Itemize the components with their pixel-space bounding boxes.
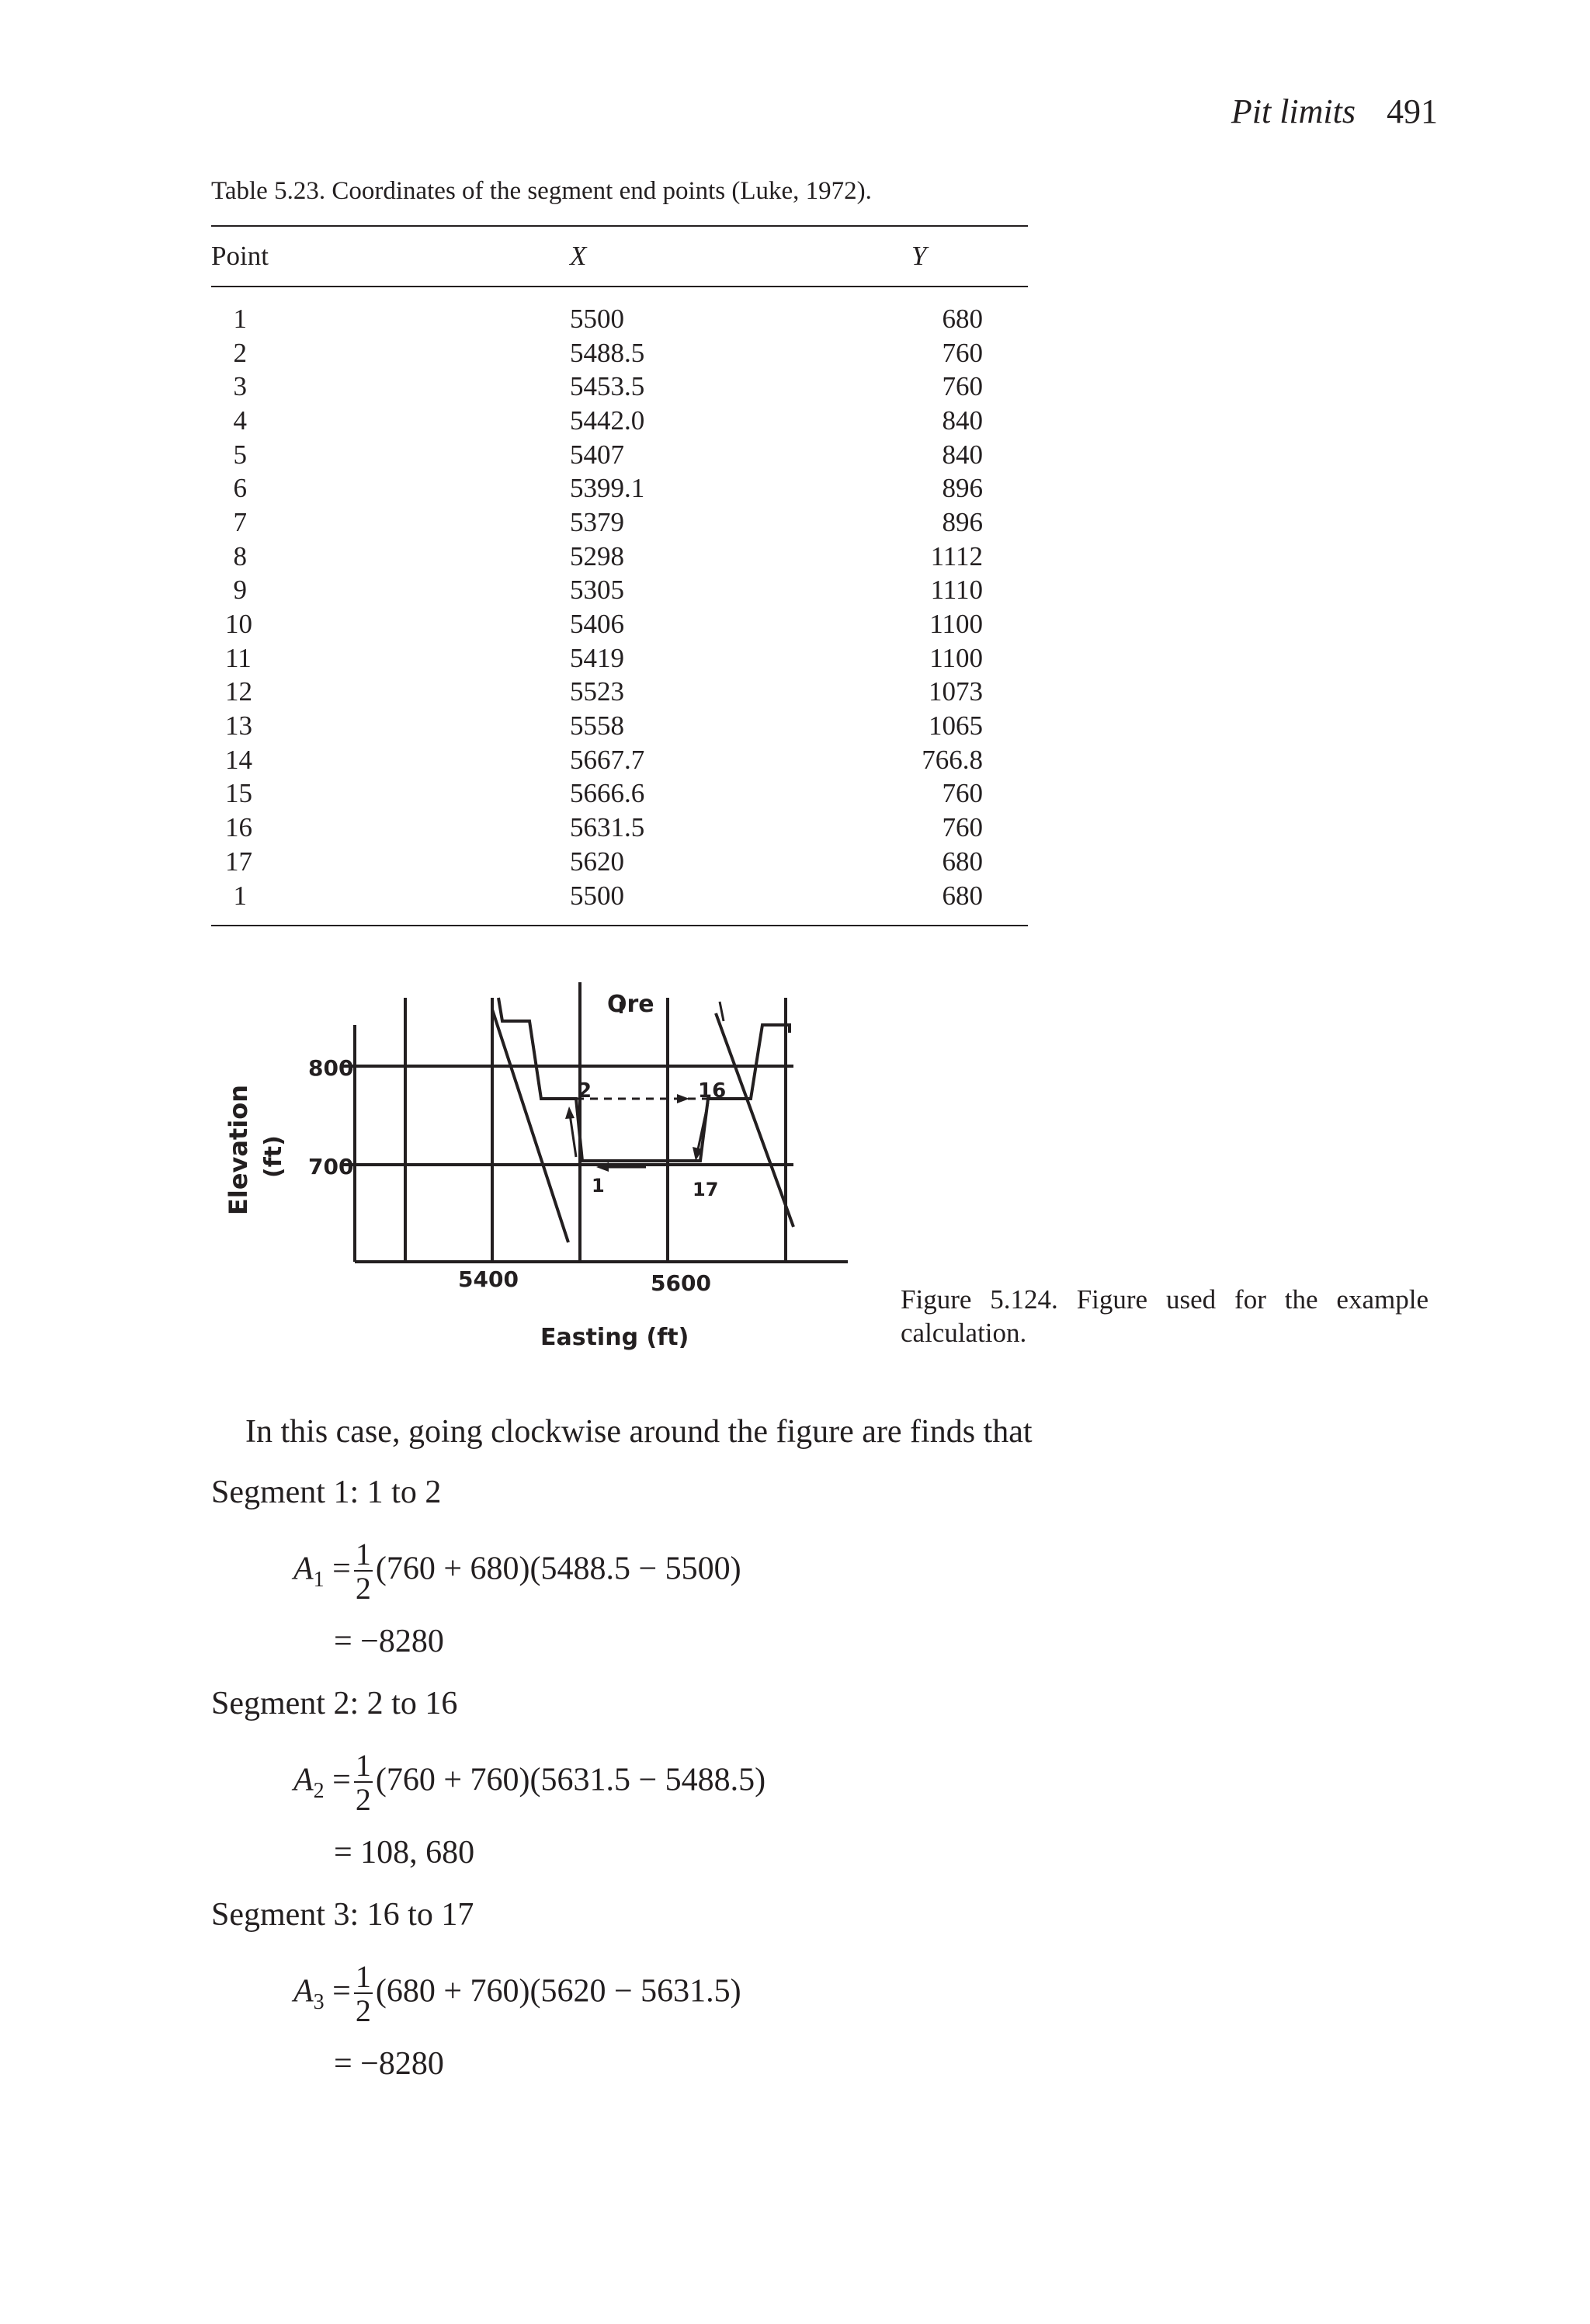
table-header-row	[211, 227, 1028, 286]
column-header-x: X	[570, 241, 587, 271]
y-value: 760	[942, 371, 983, 402]
arrow-2-16	[677, 1094, 689, 1103]
table-row	[211, 540, 1028, 574]
xtick-5400: 5400	[458, 1266, 519, 1292]
segment-3-equation: $A_3$ = $\frac{1}{2}$ (680 + 760)(5620 − 5631.5)	[293, 1959, 741, 2028]
equation-expression: (760 + 680)(5488.5 − 5500)	[375, 1551, 741, 1587]
lhs-symbol: A	[293, 1973, 314, 2010]
cell-point	[211, 575, 570, 606]
table-bottom-rule	[211, 925, 1028, 926]
table-row	[211, 438, 1028, 472]
cell-x: 5419	[570, 642, 624, 673]
table-row	[211, 641, 1028, 676]
table-body	[211, 287, 1028, 925]
cell-point	[211, 541, 570, 572]
lhs-symbol: A	[293, 1762, 314, 1798]
equation-expression: (680 + 760)(5620 − 5631.5)	[375, 1973, 741, 2010]
cell-x: 5631.5	[570, 812, 645, 843]
point-label-2: 2	[578, 1079, 592, 1103]
cell-x: 5305	[570, 575, 624, 606]
cell-y	[911, 439, 1028, 471]
y-value: 760	[942, 778, 983, 809]
segment-1-result: = −8280	[334, 1624, 444, 1659]
table-row	[211, 471, 1028, 505]
cell-x: 5406	[570, 609, 624, 640]
table-row	[211, 845, 1028, 879]
point-value: 15	[225, 778, 252, 809]
cell-point	[211, 846, 570, 877]
cell-y	[911, 710, 1028, 742]
xtick-5600: 5600	[651, 1270, 711, 1296]
x-axis-label: Easting (ft)	[540, 1324, 689, 1351]
point-value: 16	[225, 812, 252, 843]
cell-x: 5298	[570, 540, 624, 571]
lhs-subscript: 2	[313, 1779, 325, 1804]
point-value: 1	[233, 303, 247, 334]
fraction-denominator: 2	[355, 1782, 371, 1817]
cell-point	[211, 304, 570, 335]
cell-point	[211, 405, 570, 436]
pit-section-plot	[211, 967, 871, 1370]
page-header	[1231, 92, 1438, 131]
cell-point	[211, 338, 570, 369]
cell-y	[911, 846, 1028, 877]
y-value: 680	[942, 880, 983, 911]
pit-section-figure	[211, 967, 871, 1370]
point-value: 10	[225, 609, 252, 640]
segment-2-result: = 108, 680	[334, 1835, 475, 1871]
fraction	[354, 1961, 373, 2027]
point-value: 11	[225, 642, 252, 673]
cell-point	[211, 745, 570, 776]
cell-y	[911, 575, 1028, 606]
cell-y	[911, 609, 1028, 640]
intro-paragraph: In this case, going clockwise around the figure are finds that	[245, 1414, 1033, 1450]
column-header-y: Y	[911, 241, 927, 271]
cell-x: 5523	[570, 676, 624, 707]
cell-y	[911, 541, 1028, 572]
cell-x: 5442.0	[570, 405, 645, 436]
segment-1-equation: $A_1$ = $\frac{1}{2}$ (760 + 680)(5488.5 − 5500)	[293, 1537, 741, 1606]
cell-point	[211, 473, 570, 504]
running-title: Pit limits	[1231, 92, 1356, 130]
cell-x: 5666.6	[570, 778, 645, 809]
point-value: 2	[233, 337, 247, 368]
y-value: 760	[942, 337, 983, 368]
table-row	[211, 607, 1028, 641]
point-value: 9	[233, 575, 247, 606]
cell-x: 5500	[570, 880, 624, 911]
fraction-numerator: 1	[355, 1537, 371, 1572]
cell-point	[211, 812, 570, 843]
cell-point	[211, 643, 570, 674]
ytick-700: 700	[308, 1154, 354, 1179]
segment-1-title: Segment 1: 1 to 2	[211, 1475, 442, 1510]
cell-y	[911, 676, 1028, 707]
point-value: 8	[233, 540, 247, 571]
table-row	[211, 743, 1028, 777]
cell-y	[911, 812, 1028, 843]
point-value: 4	[233, 405, 247, 436]
segment-3-result: = −8280	[334, 2046, 444, 2082]
cell-y	[911, 405, 1028, 436]
cell-y	[911, 473, 1028, 504]
table-row	[211, 676, 1028, 710]
point-value: 17	[225, 846, 252, 877]
y-axis-label: Elevation	[224, 1084, 253, 1215]
cell-point	[211, 609, 570, 640]
diagonal-right	[716, 1013, 793, 1227]
cell-x: 5399.1	[570, 473, 645, 504]
cell-point	[211, 881, 570, 912]
cell-point	[211, 676, 570, 707]
cell-point	[211, 439, 570, 471]
y-value: 840	[942, 405, 983, 436]
cell-x: 5379	[570, 506, 624, 537]
y-value: 896	[942, 506, 983, 537]
fraction-numerator: 1	[355, 1748, 371, 1783]
y-axis-unit: (ft)	[260, 1135, 287, 1178]
y-value: 896	[942, 473, 983, 504]
point-value: 3	[233, 371, 247, 402]
cell-x: 5558	[570, 710, 624, 742]
cell-x: 5667.7	[570, 744, 645, 775]
point-value: 12	[225, 676, 252, 707]
cell-x: 5488.5	[570, 337, 645, 368]
coordinates-table	[211, 225, 1028, 926]
y-value: 1112	[930, 540, 983, 571]
cell-x: 5407	[570, 439, 624, 470]
cell-y	[911, 745, 1028, 776]
table-row	[211, 709, 1028, 743]
point-value: 1	[233, 880, 247, 911]
segment-1-2	[570, 1114, 576, 1157]
y-value: 1100	[929, 642, 983, 673]
y-value: 680	[942, 303, 983, 334]
fraction-denominator: 2	[355, 1993, 371, 2028]
page-number: 491	[1387, 92, 1438, 130]
table-row	[211, 505, 1028, 540]
cell-y	[911, 338, 1028, 369]
segment-3-title: Segment 3: 16 to 17	[211, 1897, 474, 1933]
lhs-subscript: 3	[313, 1990, 325, 2015]
column-header-point: Point	[211, 241, 269, 271]
point-label-16: 16	[698, 1079, 727, 1103]
point-value: 7	[233, 506, 247, 537]
cell-x: 5620	[570, 846, 624, 877]
ytick-800: 800	[308, 1055, 354, 1081]
segment-2-title: Segment 2: 2 to 16	[211, 1686, 458, 1721]
y-value: 1065	[929, 710, 983, 742]
cell-point	[211, 371, 570, 402]
point-value: 5	[233, 439, 247, 470]
diagonal-left	[492, 1009, 568, 1242]
y-value: 760	[942, 812, 983, 843]
table-row	[211, 811, 1028, 845]
cell-y	[911, 371, 1028, 402]
point-value: 6	[233, 473, 247, 504]
pit-outline	[498, 998, 790, 1161]
ore-tick-right	[720, 1002, 724, 1021]
cell-y	[911, 643, 1028, 674]
point-value: 14	[225, 744, 252, 775]
y-value: 840	[942, 439, 983, 470]
cell-x: 5453.5	[570, 371, 645, 402]
point-label-1: 1	[592, 1175, 605, 1197]
y-value: 680	[942, 846, 983, 877]
fraction-numerator: 1	[355, 1959, 371, 1994]
table-row	[211, 404, 1028, 438]
figure-caption: Figure 5.124. Figure used for the example calculation.	[901, 1284, 1429, 1348]
lhs-subscript: 1	[313, 1568, 325, 1593]
equation-expression: (760 + 760)(5631.5 − 5488.5)	[375, 1762, 766, 1798]
cell-point	[211, 710, 570, 742]
cell-y	[911, 304, 1028, 335]
fraction	[354, 1539, 373, 1604]
ore-label: Ore	[607, 991, 654, 1018]
table-row	[211, 302, 1028, 336]
fraction-denominator: 2	[355, 1571, 371, 1606]
table-row	[211, 777, 1028, 811]
arrow-1-2	[565, 1106, 575, 1119]
y-value: 1073	[929, 676, 983, 707]
table-row	[211, 574, 1028, 608]
table-row	[211, 370, 1028, 404]
y-value: 1100	[929, 609, 983, 640]
cell-y	[911, 778, 1028, 809]
fraction	[354, 1750, 373, 1815]
table-row	[211, 879, 1028, 913]
cell-y	[911, 507, 1028, 538]
y-value: 1110	[930, 575, 983, 606]
point-label-17: 17	[693, 1179, 719, 1200]
cell-x: 5500	[570, 303, 624, 334]
point-value: 13	[225, 710, 252, 742]
table-caption: Table 5.23. Coordinates of the segment end points (Luke, 1972).	[211, 177, 872, 205]
cell-point	[211, 507, 570, 538]
segment-2-equation: $A_2$ = $\frac{1}{2}$ (760 + 760)(5631.5 − 5488.5)	[293, 1748, 766, 1817]
cell-point	[211, 778, 570, 809]
lhs-symbol: A	[293, 1551, 314, 1587]
cell-y	[911, 881, 1028, 912]
table-row	[211, 336, 1028, 370]
y-value: 766.8	[922, 744, 983, 775]
